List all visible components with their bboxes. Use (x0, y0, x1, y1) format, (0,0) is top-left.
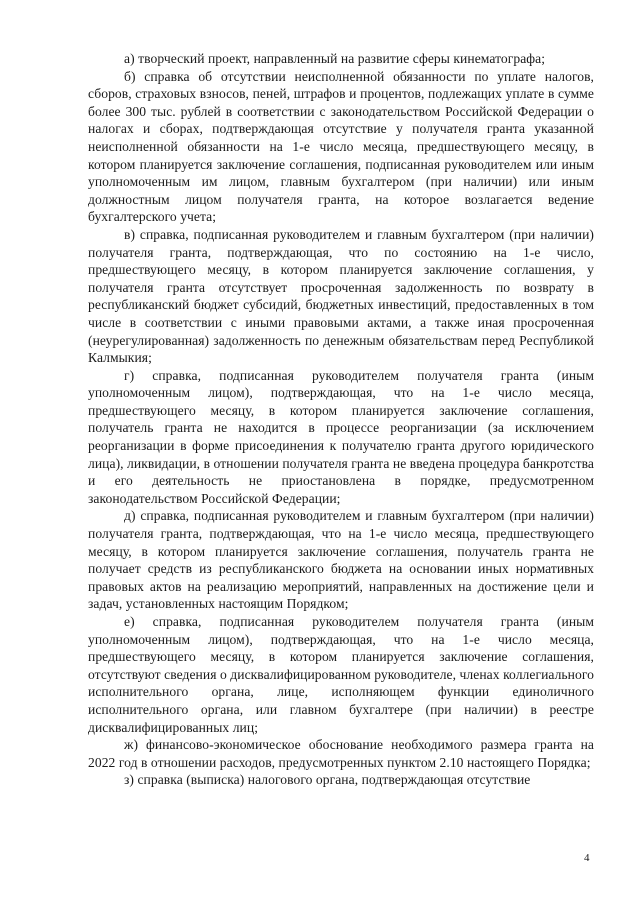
paragraph-b: б) справка об отсутствии неисполненной обязанности по уплате налогов, сборов, страховых взносов, пеней, штрафов и процентов, подлежащих уплате в сумме более 300 тыс. рублей в соответствии с законодательством Российской Федерации о налогах и сборах, подтверждающая отсутствие у получателя гранта указанной неисполненной обязанности на 1-е число месяца, предшествующего месяцу, в котором планируется заключение соглашения, подписанная руководителем или иным уполномоченным им лицом, главным бухгалтером (при наличии) или иным должностным лицом получателя гранта, на которое возлагается ведение бухгалтерского учета; (88, 68, 594, 225)
paragraph-d: д) справка, подписанная руководителем и главным бухгалтером (при наличии) получателя гранта, подтверждающая, что на 1-е число месяца, предшествующего месяцу, в котором планируется заключение соглашения, получатель гранта не получает средств из республиканского бюджета на основании иных нормативных правовых актов на реализацию мероприятий, направленных на достижение цели и задач, установленных настоящим Порядком; (88, 508, 594, 612)
paragraph-zh: ж) финансово-экономическое обоснование необходимого размера гранта на 2022 год в отношении расходов, предусмотренных пунктом 2.10 настоящего Порядка; (88, 737, 594, 770)
document-page (88, 50, 594, 789)
paragraph-z: з) справка (выписка) налогового органа, подтверждающая отсутствие (124, 772, 531, 788)
page-number: 4 (584, 852, 590, 864)
paragraph-g: г) справка, подписанная руководителем получателя гранта (иным уполномоченным лицом), подтверждающая, что на 1-е число месяца, предшествующего месяцу, в котором планируется заключение соглашения, получатель гранта не находится в процессе реорганизации (за исключением реорганизации в форме присоединения к получателю гранта другого юридического лица), ликвидации, в отношении получателя гранта не введена процедура банкротства и его деятельность не приостановлена в порядке, предусмотренном законодательством Российской Федерации; (88, 367, 594, 506)
paragraph-a: а) творческий проект, направленный на развитие сферы кинематографа; (124, 51, 546, 66)
paragraph-e: е) справка, подписанная руководителем получателя гранта (иным уполномоченным лицом), подтверждающая, что на 1-е число месяца, предшествующего месяцу, в котором планируется заключение соглашения, отсутствуют сведения о дисквалифицированном руководителе, членах коллегиального исполнительного органа, лице, исполняющем функции единоличного исполнительного органа, или главном бухгалтере (при наличии) в реестре дисквалифицированных лиц; (88, 614, 594, 735)
paragraph-v: в) справка, подписанная руководителем и главным бухгалтером (при наличии) получателя гранта, подтверждающая, что по состоянию на 1-е число, предшествующего месяцу, в котором планируется заключение соглашения, у получателя гранта отсутствует просроченная задолженность по возврату в республиканский бюджет субсидий, бюджетных инвестиций, предоставленных в том числе в соответствии с иными правовыми актами, а также иная просроченная (неурегулированная) задолженность по денежным обязательствам перед Республикой Калмыкия; (88, 226, 594, 366)
